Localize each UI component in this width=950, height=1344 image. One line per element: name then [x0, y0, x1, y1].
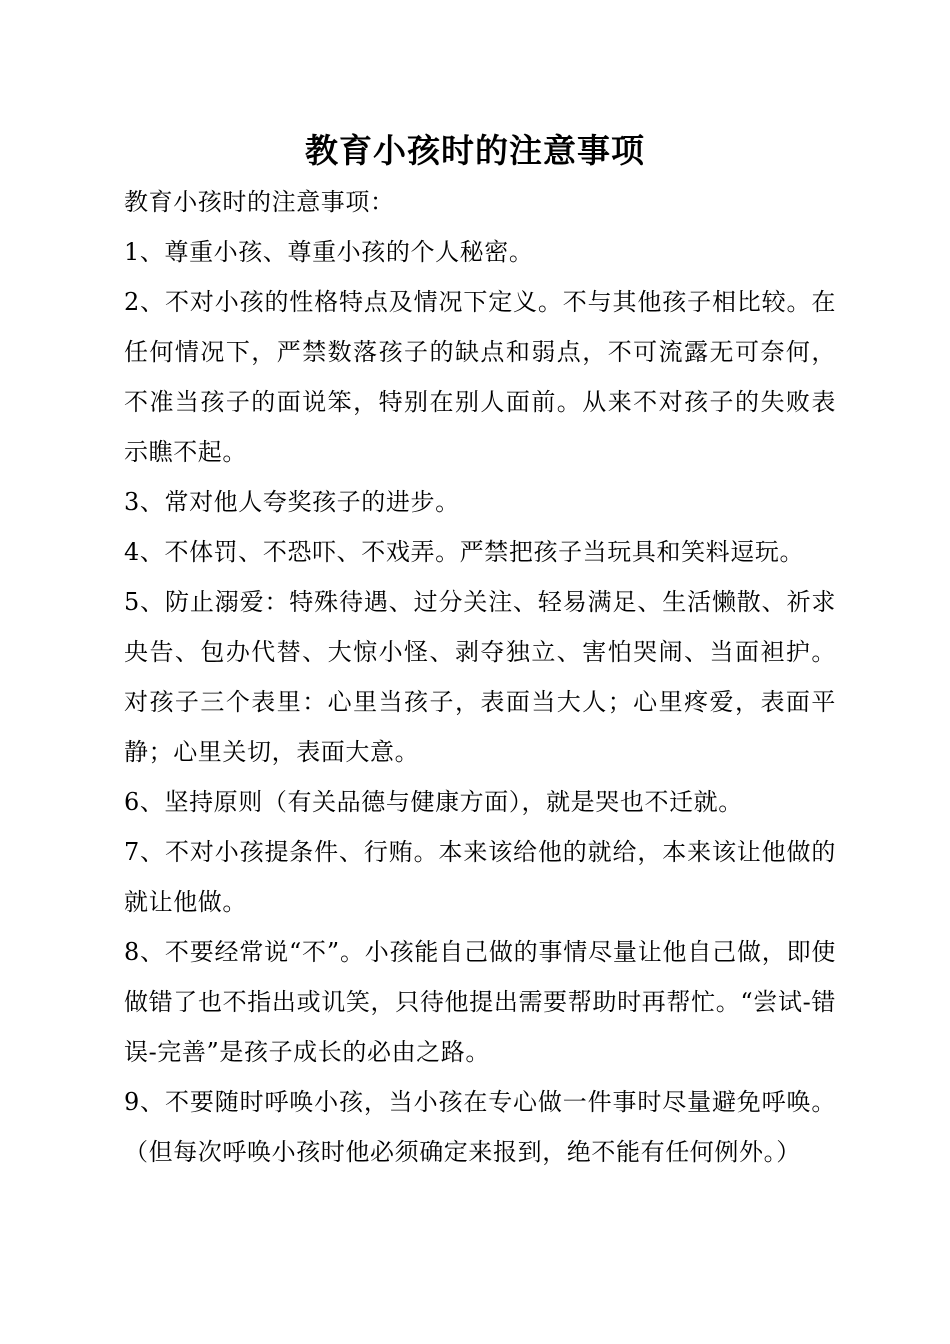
item-paragraph: 9、不要随时呼唤小孩，当小孩在专心做一件事时尽量避免呼唤。（但每次呼唤小孩时他必须确定来报到，绝不能有任何例外。） [124, 1088, 836, 1166]
document-body [124, 177, 836, 1177]
document-title: 教育小孩时的注意事项 [305, 131, 645, 170]
item-paragraph: 7、不对小孩提条件、行贿。本来该给他的就给，本来该让他做的就让他做。 [124, 838, 836, 916]
item-paragraph: 3、常对他人夸奖孩子的进步。 [124, 488, 460, 516]
item-paragraph: 4、不体罚、不恐吓、不戏弄。严禁把孩子当玩具和笑料逗玩。 [124, 538, 805, 566]
item-paragraph: 1、尊重小孩、尊重小孩的个人秘密。 [124, 238, 534, 266]
intro-paragraph: 教育小孩时的注意事项： [124, 188, 395, 216]
item-paragraph: 5、防止溺爱：特殊待遇、过分关注、轻易满足、生活懒散、祈求央告、包办代替、大惊小怪、剥夺独立、害怕哭闹、当面袒护。对孩子三个表里：心里当孩子，表面当大人；心里疼爱，表面平静；心里关切，表面大意。 [124, 588, 836, 766]
item-paragraph: 8、不要经常说“不”。小孩能自己做的事情尽量让他自己做，即使做错了也不指出或讥笑，只待他提出需要帮助时再帮忙。“尝试-错误-完善”是孩子成长的必由之路。 [124, 938, 836, 1066]
item-paragraph: 2、不对小孩的性格特点及情况下定义。不与其他孩子相比较。在任何情况下，严禁数落孩子的缺点和弱点，不可流露无可奈何，不准当孩子的面说笨，特别在别人面前。从来不对孩子的失败表示瞧不起。 [124, 288, 836, 466]
item-paragraph: 6、坚持原则（有关品德与健康方面），就是哭也不迁就。 [124, 788, 743, 816]
